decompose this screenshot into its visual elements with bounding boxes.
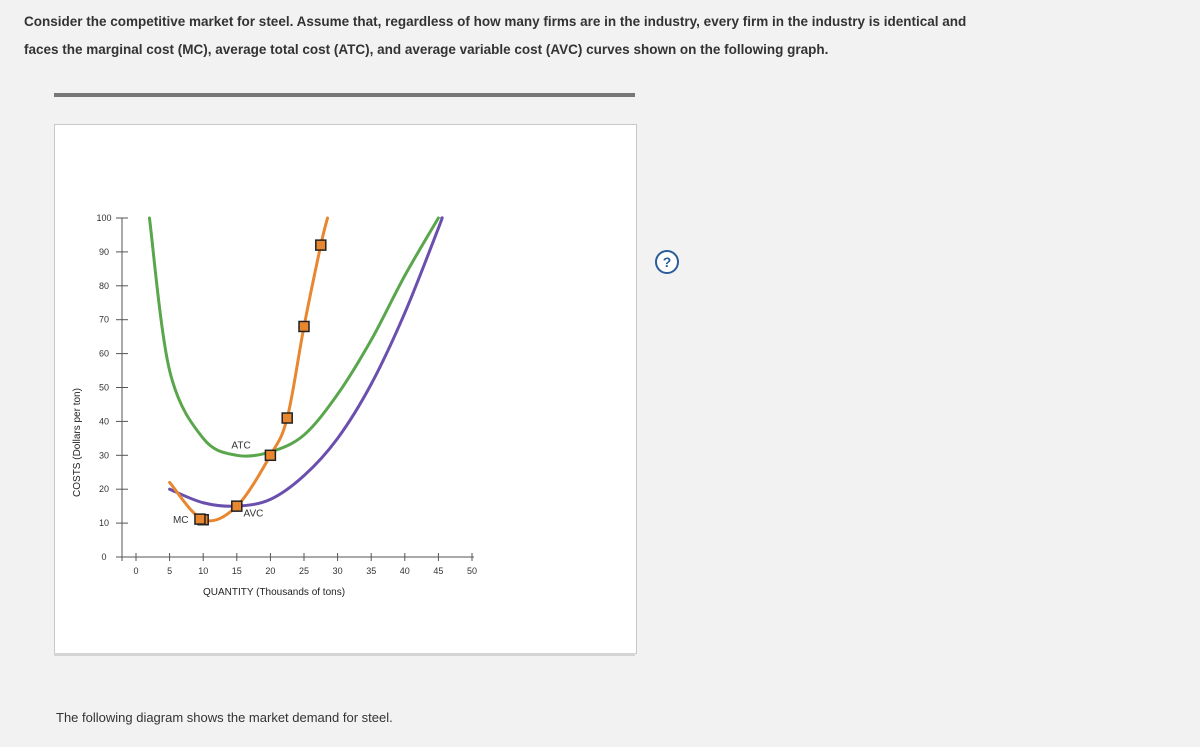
y-tick-label: 40 <box>98 416 110 427</box>
x-axis-title: QUANTITY (Thousands of tons) <box>202 587 346 598</box>
x-tick-label: 10 <box>198 566 209 576</box>
help-icon: ? <box>662 254 672 270</box>
y-tick-label: 70 <box>98 314 110 325</box>
footer-text: The following diagram shows the market demand for steel. <box>56 710 393 725</box>
x-tick-label: 20 <box>265 566 276 576</box>
y-tick-label: 20 <box>98 484 110 495</box>
mc-point-marker[interactable] <box>265 450 275 460</box>
x-tick-label: 25 <box>298 566 310 576</box>
mc-label: MC <box>172 515 189 527</box>
y-tick-label: 50 <box>98 382 110 393</box>
intro-line-2: faces the marginal cost (MC), average total cost (ATC), and average variable cost (AVC) curves shown on the following graph. <box>24 42 829 57</box>
x-tick-label: 35 <box>366 566 377 576</box>
mc-point-marker[interactable] <box>282 413 292 423</box>
y-tick-label: 10 <box>98 518 110 529</box>
mc-point-marker[interactable] <box>316 240 326 250</box>
x-tick-label: 15 <box>231 566 242 576</box>
y-tick-label: 60 <box>98 348 110 359</box>
x-tick-label: 5 <box>167 566 173 576</box>
x-tick-label: 0 <box>133 566 139 576</box>
y-axis-title: COSTS (Dollars per ton) <box>72 388 83 497</box>
y-tick-label: 30 <box>98 450 110 461</box>
avc-curve <box>170 218 443 507</box>
mc-legend-marker <box>195 514 205 524</box>
y-tick-label: 80 <box>98 280 110 291</box>
x-tick-label: 50 <box>466 566 478 576</box>
avc-label: AVC <box>243 508 264 520</box>
mc-point-marker[interactable] <box>299 321 309 331</box>
y-tick-label: 90 <box>98 246 110 257</box>
x-tick-label: 30 <box>332 566 343 576</box>
atc-label: ATC <box>231 440 251 452</box>
x-tick-label: 45 <box>433 566 444 576</box>
y-tick-label: 100 <box>96 213 112 223</box>
x-tick-label: 40 <box>399 566 410 576</box>
intro-line-1: Consider the competitive market for steel. Assume that, regardless of how many firms are in the industry, every firm in the industry is identical and <box>24 14 967 29</box>
y-tick-label: 0 <box>101 552 107 562</box>
mc-point-marker[interactable] <box>232 501 242 511</box>
